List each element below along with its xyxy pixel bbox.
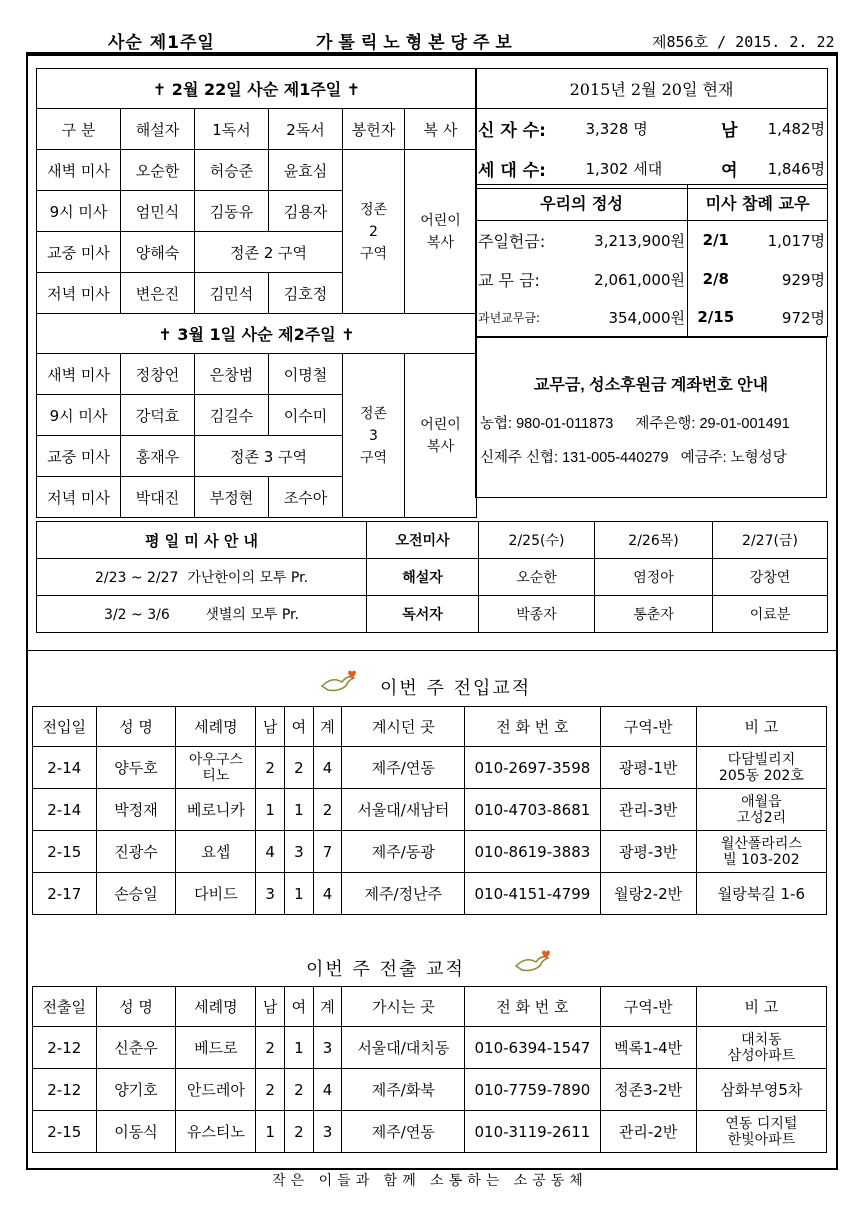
header-issue: 제856호 / 2015. 2. 22 [652,33,835,51]
weekday-title: 평 일 미 사 안 내 [37,522,367,559]
male-count: 2 [256,1069,285,1111]
male-count: 1 [256,1111,285,1153]
table-row [33,831,827,873]
readers-group: 정존 2 구역 [195,232,343,273]
offering-group: 정존 2 구역 [343,150,405,314]
mass-schedule-table [36,68,477,518]
remarks: 대치동 삼성아파트 [696,1027,826,1069]
col-header: 구 분 [37,109,121,150]
phone-number: 010-7759-7890 [465,1069,600,1111]
col-header: 계시던 곳 [342,707,465,747]
mass-name: 9시 미사 [37,191,121,232]
table-row [33,1027,827,1069]
female-value: 1,846명 [740,149,828,189]
location: 제주/동광 [342,831,465,873]
footer-motto: 작은 이들과 함께 소통하는 소공동체 [272,1173,588,1189]
col-header: 전 화 번 호 [465,707,600,747]
baptismal-name: 안드레아 [176,1069,256,1111]
col-header: 비 고 [696,987,826,1027]
stats-as-of: 2015년 2월 20일 현재 [476,69,828,109]
female-count: 2 [285,747,314,789]
transfer-date: 2-15 [33,1111,97,1153]
total-count: 7 [313,831,342,873]
offering-value: 354,000원 [576,299,688,337]
altar-server: 어린이 복사 [405,150,477,314]
mass-name: 저녁 미사 [37,273,121,314]
col-header: 복 사 [405,109,477,150]
col-header: 여 [285,707,314,747]
account-notice [475,337,827,498]
female-label: 여 [688,149,740,189]
transfer-date: 2-12 [33,1069,97,1111]
commentator: 홍재우 [121,436,195,477]
account-holder: 예금주: 노형성당 [680,450,787,466]
believers-label: 신 자 수: [476,109,584,149]
schedule1-title: ✝ 2월 22일 사순 제1주일 ✝ [37,69,477,109]
total-count: 3 [313,1111,342,1153]
table-row [33,789,827,831]
notice-title: 교무금, 성소후원금 계좌번호 안내 [533,377,769,394]
baptismal-name: 베드로 [176,1027,256,1069]
attendance-date: 2/8 [688,260,744,299]
households-label: 세 대 수: [476,149,584,189]
total-count: 2 [313,789,342,831]
district-group: 관리-2반 [600,1111,696,1153]
offering-title: 우리의 정성 [476,185,688,221]
col-header: 해설자 [121,109,195,150]
mass-name: 교중 미사 [37,436,121,477]
location: 서울대/대치동 [342,1027,465,1069]
male-label: 남 [721,121,738,142]
notice-line [480,412,790,433]
offering-value: 3,213,900원 [576,221,688,260]
attendance-count: 1,017명 [744,221,828,260]
weekday-name: 통춘자 [595,596,713,633]
offering-attendance-table [475,184,828,337]
transfer-out-table [32,986,827,1153]
location: 제주/연동 [342,747,465,789]
member-name: 손승일 [96,873,176,915]
weekday-name: 오순한 [479,559,595,596]
member-name: 양기호 [96,1069,176,1111]
male-count: 4 [256,831,285,873]
reader2: 조수아 [269,477,343,518]
transfer-out-title: 이번 주 전출 교적 [306,959,465,980]
weekday-date: 2/25(수) [479,522,595,559]
member-name: 박정재 [96,789,176,831]
col-header: 성 명 [96,987,176,1027]
dove-heart-icon [318,666,358,696]
location: 제주/정난주 [342,873,465,915]
offering-label: 교 무 금: [476,260,576,299]
weekday-name: 이료분 [713,596,828,633]
transfer-date: 2-15 [33,831,97,873]
location: 서울대/새남터 [342,789,465,831]
am-mass-label: 오전미사 [367,522,479,559]
section-divider [26,650,838,651]
district-group: 광평-1반 [600,747,696,789]
col-header: 구역-반 [600,707,696,747]
member-name: 양두호 [96,747,176,789]
weekday-period: 2/23 ~ 2/27 가난한이의 모투 Pr. [37,559,367,596]
female-count: 2 [285,1069,314,1111]
total-count: 4 [313,873,342,915]
district-group: 정존3-2반 [600,1069,696,1111]
male-value: 1,482명 [740,109,828,149]
reader1: 허승준 [195,150,269,191]
offering-group: 정존 3 구역 [343,354,405,518]
attendance-date: 2/15 [688,299,744,337]
female-count: 1 [285,789,314,831]
district-group: 관리-3반 [600,789,696,831]
col-header: 전입일 [33,707,97,747]
baptismal-name: 다비드 [176,873,256,915]
remarks: 연동 디지털 한빛아파트 [696,1111,826,1153]
reader1: 김동유 [195,191,269,232]
col-header: 2독서 [269,109,343,150]
female-count: 3 [285,831,314,873]
reader2: 이수미 [269,395,343,436]
attendance-count: 972명 [744,299,828,337]
district-group: 월랑2-2반 [600,873,696,915]
mass-name: 교중 미사 [37,232,121,273]
total-count: 4 [313,747,342,789]
commentator: 박대진 [121,477,195,518]
location: 제주/연동 [342,1111,465,1153]
notice-line [480,446,787,467]
dove-heart-icon [512,946,552,976]
table-row [33,747,827,789]
attendance-title: 미사 참례 교우 [688,185,828,221]
schedule2-title: ✝ 3월 1일 사순 제2주일 ✝ [37,314,477,354]
weekday-period: 3/2 ~ 3/6 샛별의 모투 Pr. [37,596,367,633]
remarks: 월랑북길 1-6 [696,873,826,915]
col-header: 가시는 곳 [342,987,465,1027]
commentator: 엄민식 [121,191,195,232]
offering-value: 2,061,000원 [576,260,688,299]
weekday-mass-table [36,521,828,633]
col-header: 남 [256,707,285,747]
commentator: 양해숙 [121,232,195,273]
col-header: 비 고 [696,707,826,747]
baptismal-name: 아우구스 티노 [176,747,256,789]
reader1: 김민석 [195,273,269,314]
male-count: 2 [256,1027,285,1069]
reader2: 김용자 [269,191,343,232]
col-header: 봉헌자 [343,109,405,150]
col-header: 세례명 [176,707,256,747]
baptismal-name: 유스티노 [176,1111,256,1153]
phone-number: 010-3119-2611 [465,1111,600,1153]
phone-number: 010-4151-4799 [465,873,600,915]
mass-name: 새벽 미사 [37,354,121,395]
male-count: 2 [256,747,285,789]
col-header: 1독서 [195,109,269,150]
header-left: 사순 제1주일 [108,33,215,53]
baptismal-name: 요셉 [176,831,256,873]
transfer-date: 2-12 [33,1027,97,1069]
attendance-count: 929명 [744,260,828,299]
col-header: 세례명 [176,987,256,1027]
transfer-date: 2-14 [33,747,97,789]
transfer-date: 2-14 [33,789,97,831]
commentator: 정창언 [121,354,195,395]
nonghyup-account: 농협: 980-01-011873 [480,416,614,432]
weekday-name: 염정아 [595,559,713,596]
total-count: 3 [313,1027,342,1069]
jeju-bank-account: 제주은행: 29-01-001491 [635,416,790,432]
phone-number: 010-8619-3883 [465,831,600,873]
remarks: 삼화부영5차 [696,1069,826,1111]
remarks: 다담빌리지 205동 202호 [696,747,826,789]
col-header: 계 [313,707,342,747]
weekday-name: 강창연 [713,559,828,596]
transfer-in-table [32,706,827,915]
table-row [33,1069,827,1111]
commentator: 강덕효 [121,395,195,436]
phone-number: 010-4703-8681 [465,789,600,831]
households-value: 1,302 세대 [584,149,688,189]
phone-number: 010-2697-3598 [465,747,600,789]
attendance-date: 2/1 [688,221,744,260]
reader1: 부정현 [195,477,269,518]
male-count: 3 [256,873,285,915]
role-label: 독서자 [367,596,479,633]
total-count: 4 [313,1069,342,1111]
reader2: 김호정 [269,273,343,314]
phone-number: 010-6394-1547 [465,1027,600,1069]
col-header: 계 [313,987,342,1027]
offering-label: 과년교무금: [476,299,576,337]
baptismal-name: 베로니카 [176,789,256,831]
weekday-date: 2/26목) [595,522,713,559]
parish-stats-table [475,68,828,189]
transfer-date: 2-17 [33,873,97,915]
female-count: 1 [285,873,314,915]
reader1: 김길수 [195,395,269,436]
altar-server: 어린이 복사 [405,354,477,518]
col-header: 성 명 [96,707,176,747]
commentator: 변은진 [121,273,195,314]
weekday-date: 2/27(금) [713,522,828,559]
reader1: 은창범 [195,354,269,395]
male-count: 1 [256,789,285,831]
female-count: 2 [285,1111,314,1153]
reader2: 이명철 [269,354,343,395]
district-group: 광평-3반 [600,831,696,873]
offering-label: 주일헌금: [476,221,576,260]
commentator: 오순한 [121,150,195,191]
district-group: 벡록1-4반 [600,1027,696,1069]
remarks: 월산폴라리스 빌 103-202 [696,831,826,873]
col-header: 전 화 번 호 [465,987,600,1027]
col-header: 여 [285,987,314,1027]
member-name: 진광수 [96,831,176,873]
mass-name: 저녁 미사 [37,477,121,518]
transfer-in-title: 이번 주 전입교적 [380,678,532,699]
believers-value: 3,328 명 [585,120,648,139]
table-row [33,873,827,915]
shinhyup-account: 신제주 신협: 131-005-440279 [480,450,669,466]
mass-name: 새벽 미사 [37,150,121,191]
col-header: 구역-반 [600,987,696,1027]
reader2: 윤효심 [269,150,343,191]
female-count: 1 [285,1027,314,1069]
readers-group: 정존 3 구역 [195,436,343,477]
col-header: 전출일 [33,987,97,1027]
table-row [33,1111,827,1153]
role-label: 해설자 [367,559,479,596]
member-name: 신춘우 [96,1027,176,1069]
weekday-name: 박종자 [479,596,595,633]
location: 제주/화북 [342,1069,465,1111]
member-name: 이동식 [96,1111,176,1153]
mass-name: 9시 미사 [37,395,121,436]
col-header: 남 [256,987,285,1027]
remarks: 애월읍 고성2리 [696,789,826,831]
header-title: 가톨릭노형본당주보 [316,33,518,53]
